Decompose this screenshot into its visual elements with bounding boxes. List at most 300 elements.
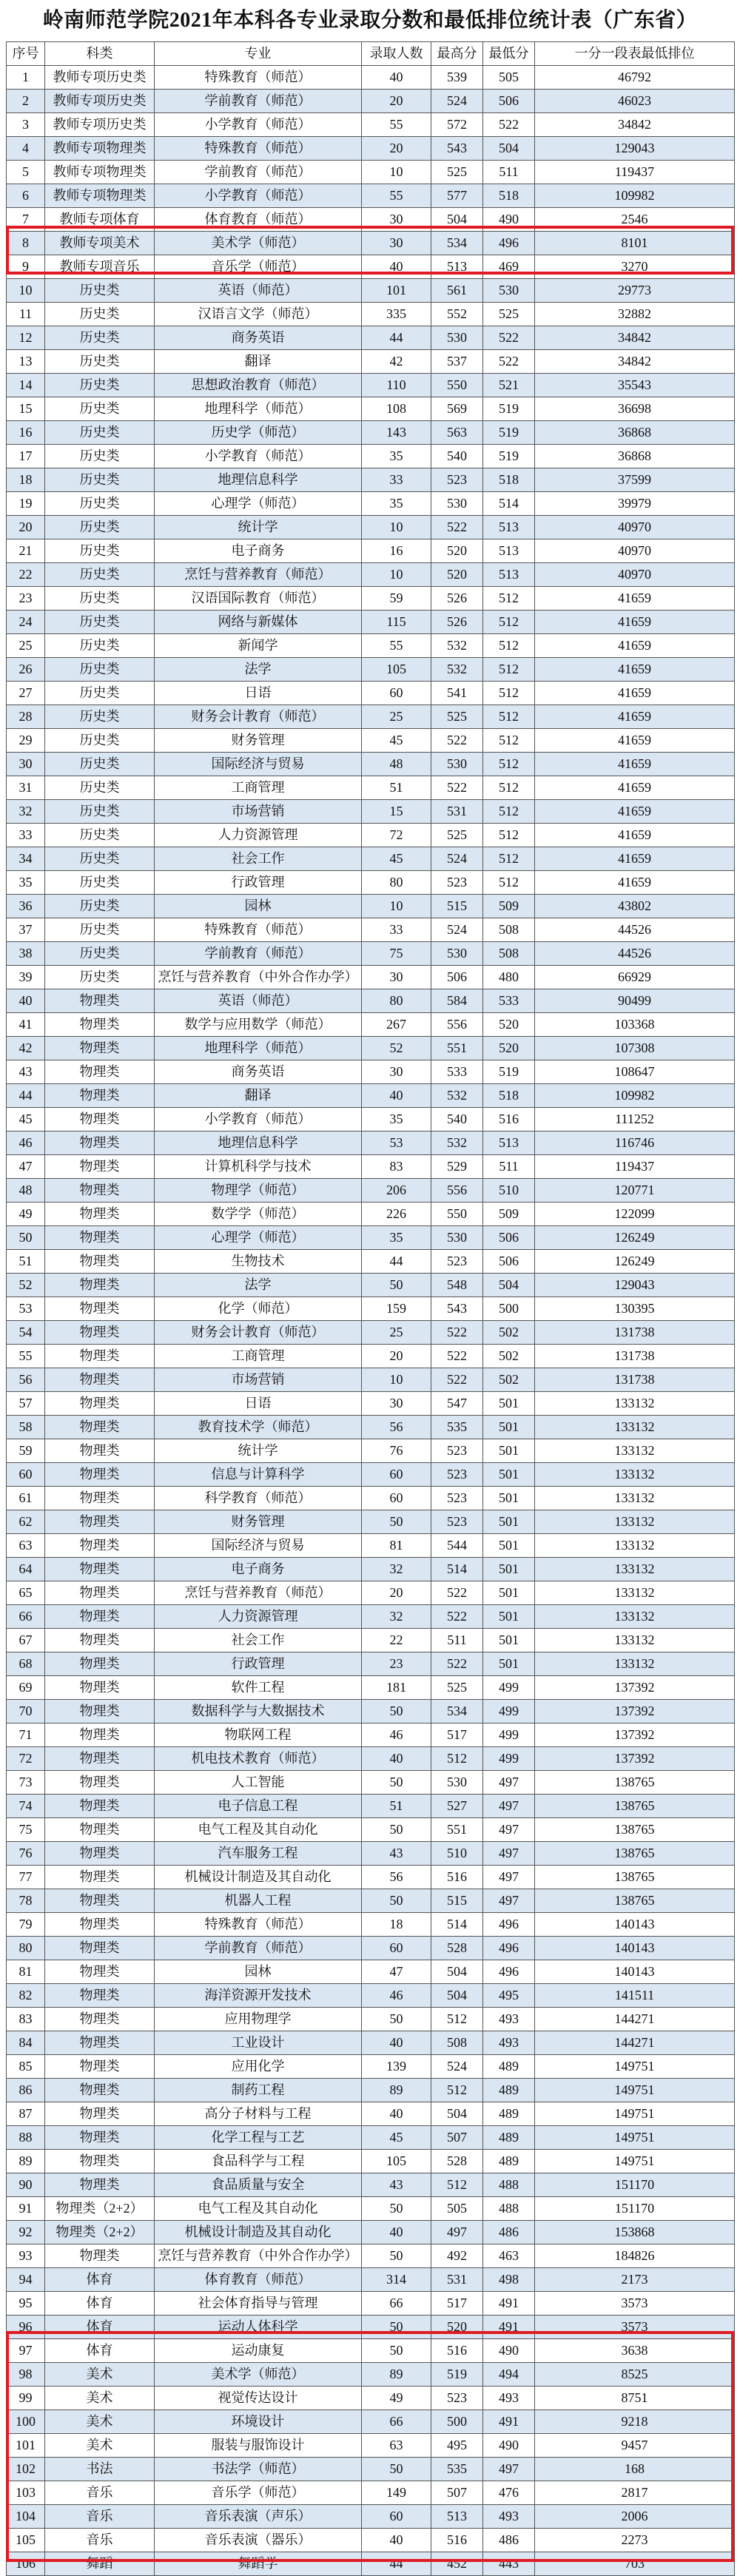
cell-min-score: 501: [483, 1581, 535, 1605]
cell-admitted: 40: [362, 66, 431, 90]
cell-admitted: 50: [362, 2458, 431, 2481]
cell-max-score: 522: [431, 516, 483, 539]
cell-category: 历史类: [45, 492, 155, 516]
cell-min-rank: 2006: [535, 2505, 735, 2529]
cell-admitted: 35: [362, 492, 431, 516]
cell-min-score: 501: [483, 1439, 535, 1463]
cell-min-score: 505: [483, 66, 535, 90]
header-admitted: 录取人数: [362, 42, 431, 66]
cell-category: 历史类: [45, 468, 155, 492]
cell-min-score: 497: [483, 1866, 535, 1889]
cell-major: 历史学（师范）: [155, 421, 362, 445]
cell-admitted: 45: [362, 2126, 431, 2150]
cell-index: 97: [7, 2339, 45, 2363]
cell-major: 社会体育指导与管理: [155, 2292, 362, 2316]
cell-min-rank: 140143: [535, 1960, 735, 1984]
header-min-score: 最低分: [483, 42, 535, 66]
cell-min-score: 513: [483, 539, 535, 563]
cell-major: 法学: [155, 658, 362, 682]
cell-major: 网络与新媒体: [155, 611, 362, 634]
cell-index: 17: [7, 445, 45, 468]
cell-max-score: 520: [431, 563, 483, 587]
table-row: [7, 374, 735, 397]
cell-min-rank: 39979: [535, 492, 735, 516]
table-row: [7, 1558, 735, 1581]
cell-admitted: 50: [362, 2339, 431, 2363]
cell-min-rank: 3638: [535, 2339, 735, 2363]
cell-max-score: 508: [431, 2031, 483, 2055]
cell-major: 工业设计: [155, 2031, 362, 2055]
cell-category: 物理类: [45, 1108, 155, 1131]
cell-admitted: 25: [362, 705, 431, 729]
table-row: [7, 2505, 735, 2529]
cell-min-score: 486: [483, 2529, 535, 2552]
cell-max-score: 512: [431, 2173, 483, 2197]
cell-min-rank: 2173: [535, 2268, 735, 2292]
cell-major: 机电技术教育（师范）: [155, 1747, 362, 1771]
table-row: [7, 871, 735, 895]
cell-index: 58: [7, 1416, 45, 1439]
cell-min-score: 489: [483, 2079, 535, 2102]
cell-index: 83: [7, 2008, 45, 2031]
cell-major: 国际经济与贸易: [155, 1534, 362, 1558]
cell-min-rank: 8525: [535, 2363, 735, 2387]
cell-max-score: 504: [431, 2102, 483, 2126]
cell-min-score: 512: [483, 847, 535, 871]
cell-category: 物理类: [45, 1463, 155, 1487]
cell-major: 财务会计教育（师范）: [155, 1321, 362, 1345]
cell-category: 物理类（2+2）: [45, 2197, 155, 2221]
cell-min-score: 491: [483, 2292, 535, 2316]
cell-admitted: 30: [362, 1060, 431, 1084]
cell-min-score: 491: [483, 2410, 535, 2434]
cell-max-score: 525: [431, 161, 483, 184]
table-row: [7, 1534, 735, 1558]
cell-min-score: 506: [483, 90, 535, 113]
cell-max-score: 535: [431, 1416, 483, 1439]
cell-category: 教师专项物理类: [45, 161, 155, 184]
cell-min-score: 493: [483, 2505, 535, 2529]
cell-min-score: 476: [483, 2481, 535, 2505]
cell-min-rank: 140143: [535, 1937, 735, 1960]
cell-min-rank: 46792: [535, 66, 735, 90]
cell-max-score: 513: [431, 2505, 483, 2529]
cell-major: 小学教育（师范）: [155, 184, 362, 208]
cell-category: 物理类: [45, 1060, 155, 1084]
cell-category: 物理类: [45, 2031, 155, 2055]
cell-index: 93: [7, 2244, 45, 2268]
cell-category: 体育: [45, 2339, 155, 2363]
cell-admitted: 105: [362, 2150, 431, 2173]
cell-major: 统计学: [155, 516, 362, 539]
table-row: [7, 397, 735, 421]
cell-min-rank: 3573: [535, 2292, 735, 2316]
cell-category: 物理类: [45, 1013, 155, 1037]
cell-index: 74: [7, 1795, 45, 1818]
cell-min-score: 512: [483, 705, 535, 729]
table-row: [7, 1345, 735, 1368]
cell-index: 11: [7, 303, 45, 326]
cell-max-score: 547: [431, 1392, 483, 1416]
cell-max-score: 563: [431, 421, 483, 445]
cell-max-score: 551: [431, 1037, 483, 1060]
cell-index: 48: [7, 1179, 45, 1203]
cell-category: 历史类: [45, 516, 155, 539]
cell-min-rank: 129043: [535, 137, 735, 161]
cell-index: 16: [7, 421, 45, 445]
cell-min-rank: 138765: [535, 1771, 735, 1795]
cell-max-score: 532: [431, 658, 483, 682]
cell-min-rank: 116746: [535, 1131, 735, 1155]
cell-category: 美术: [45, 2410, 155, 2434]
cell-index: 24: [7, 611, 45, 634]
cell-admitted: 10: [362, 563, 431, 587]
table-row: [7, 1321, 735, 1345]
cell-admitted: 44: [362, 1250, 431, 1274]
cell-major: 烹饪与营养教育（师范）: [155, 563, 362, 587]
cell-min-rank: 168: [535, 2458, 735, 2481]
table-row: [7, 2434, 735, 2458]
cell-max-score: 530: [431, 1771, 483, 1795]
cell-min-rank: 41659: [535, 824, 735, 847]
cell-major: 数学学（师范）: [155, 1203, 362, 1226]
cell-admitted: 32: [362, 1605, 431, 1629]
cell-index: 51: [7, 1250, 45, 1274]
table-row: [7, 2126, 735, 2150]
cell-min-score: 509: [483, 1203, 535, 1226]
cell-min-rank: 41659: [535, 611, 735, 634]
cell-category: 美术: [45, 2387, 155, 2410]
cell-admitted: 89: [362, 2363, 431, 2387]
table-row: [7, 255, 735, 279]
cell-category: 物理类: [45, 989, 155, 1013]
cell-index: 65: [7, 1581, 45, 1605]
cell-major: 地理信息科学: [155, 468, 362, 492]
table-header-row: [7, 42, 735, 66]
cell-admitted: 30: [362, 1392, 431, 1416]
cell-major: 社会工作: [155, 847, 362, 871]
cell-category: 物理类: [45, 1558, 155, 1581]
cell-category: 教师专项音乐: [45, 255, 155, 279]
cell-index: 104: [7, 2505, 45, 2529]
cell-category: 物理类: [45, 2244, 155, 2268]
cell-admitted: 30: [362, 966, 431, 989]
table-row: [7, 1416, 735, 1439]
cell-index: 52: [7, 1274, 45, 1297]
cell-min-rank: 138765: [535, 1866, 735, 1889]
cell-max-score: 530: [431, 1226, 483, 1250]
cell-category: 物理类: [45, 1700, 155, 1724]
cell-admitted: 143: [362, 421, 431, 445]
cell-max-score: 548: [431, 1274, 483, 1297]
cell-category: 物理类: [45, 1937, 155, 1960]
cell-max-score: 552: [431, 303, 483, 326]
cell-major: 特殊教育（师范）: [155, 66, 362, 90]
table-row: [7, 303, 735, 326]
cell-major: 电气工程及其自动化: [155, 2197, 362, 2221]
cell-category: 历史类: [45, 776, 155, 800]
cell-max-score: 519: [431, 2363, 483, 2387]
cell-max-score: 530: [431, 326, 483, 350]
cell-index: 87: [7, 2102, 45, 2126]
table-row: [7, 1842, 735, 1866]
cell-index: 79: [7, 1913, 45, 1937]
table-row: [7, 1226, 735, 1250]
table-row: [7, 1913, 735, 1937]
cell-admitted: 20: [362, 1581, 431, 1605]
cell-admitted: 47: [362, 1960, 431, 1984]
cell-category: 历史类: [45, 800, 155, 824]
cell-min-rank: 137392: [535, 1747, 735, 1771]
cell-min-rank: 144271: [535, 2031, 735, 2055]
cell-major: 烹饪与营养教育（师范）: [155, 1581, 362, 1605]
table-row: [7, 350, 735, 374]
table-row: [7, 1060, 735, 1084]
cell-index: 35: [7, 871, 45, 895]
cell-admitted: 48: [362, 753, 431, 776]
cell-min-score: 496: [483, 232, 535, 255]
table-row: [7, 824, 735, 847]
table-row: [7, 539, 735, 563]
cell-max-score: 507: [431, 2126, 483, 2150]
cell-min-score: 502: [483, 1345, 535, 1368]
cell-min-rank: 149751: [535, 2079, 735, 2102]
cell-max-score: 534: [431, 1700, 483, 1724]
cell-major: 学前教育（师范）: [155, 942, 362, 966]
cell-min-rank: 66929: [535, 966, 735, 989]
cell-major: 体育教育（师范）: [155, 2268, 362, 2292]
cell-index: 25: [7, 634, 45, 658]
cell-max-score: 523: [431, 871, 483, 895]
table-row: [7, 895, 735, 918]
cell-major: 音乐表演（器乐）: [155, 2529, 362, 2552]
cell-category: 历史类: [45, 397, 155, 421]
cell-admitted: 10: [362, 161, 431, 184]
cell-max-score: 532: [431, 634, 483, 658]
cell-index: 47: [7, 1155, 45, 1179]
cell-category: 物理类: [45, 1771, 155, 1795]
cell-category: 物理类: [45, 2079, 155, 2102]
cell-admitted: 40: [362, 1084, 431, 1108]
cell-category: 历史类: [45, 634, 155, 658]
cell-major: 生物技术: [155, 1250, 362, 1274]
cell-admitted: 56: [362, 1866, 431, 1889]
cell-admitted: 314: [362, 2268, 431, 2292]
cell-index: 75: [7, 1818, 45, 1842]
cell-min-score: 520: [483, 1013, 535, 1037]
cell-category: 物理类: [45, 1487, 155, 1510]
cell-min-score: 489: [483, 2126, 535, 2150]
cell-index: 27: [7, 682, 45, 705]
cell-category: 物理类: [45, 1724, 155, 1747]
cell-major: 烹饪与营养教育（中外合作办学）: [155, 2244, 362, 2268]
cell-major: 特殊教育（师范）: [155, 1913, 362, 1937]
cell-major: 学前教育（师范）: [155, 90, 362, 113]
cell-index: 88: [7, 2126, 45, 2150]
cell-max-score: 497: [431, 2221, 483, 2244]
cell-admitted: 50: [362, 1889, 431, 1913]
cell-major: 财务管理: [155, 729, 362, 753]
cell-admitted: 43: [362, 2173, 431, 2197]
cell-min-rank: 41659: [535, 658, 735, 682]
table-row: [7, 468, 735, 492]
cell-index: 22: [7, 563, 45, 587]
cell-admitted: 50: [362, 2197, 431, 2221]
cell-admitted: 89: [362, 2079, 431, 2102]
cell-min-score: 501: [483, 1510, 535, 1534]
cell-min-rank: 2817: [535, 2481, 735, 2505]
cell-index: 41: [7, 1013, 45, 1037]
cell-index: 86: [7, 2079, 45, 2102]
cell-min-score: 489: [483, 2150, 535, 2173]
cell-major: 电子商务: [155, 1558, 362, 1581]
cell-admitted: 53: [362, 1131, 431, 1155]
cell-major: 音乐学（师范）: [155, 255, 362, 279]
cell-category: 物理类: [45, 1392, 155, 1416]
cell-admitted: 50: [362, 2008, 431, 2031]
cell-admitted: 75: [362, 942, 431, 966]
cell-min-rank: 34842: [535, 350, 735, 374]
cell-max-score: 572: [431, 113, 483, 137]
cell-category: 历史类: [45, 611, 155, 634]
cell-max-score: 523: [431, 1463, 483, 1487]
cell-major: 思想政治教育（师范）: [155, 374, 362, 397]
table-row: [7, 1037, 735, 1060]
table-row: [7, 1771, 735, 1795]
cell-index: 102: [7, 2458, 45, 2481]
cell-min-score: 512: [483, 824, 535, 847]
cell-category: 物理类（2+2）: [45, 2221, 155, 2244]
cell-index: 1: [7, 66, 45, 90]
cell-min-rank: 44526: [535, 942, 735, 966]
cell-category: 历史类: [45, 705, 155, 729]
cell-max-score: 524: [431, 918, 483, 942]
cell-major: 运动康复: [155, 2339, 362, 2363]
cell-min-rank: 44526: [535, 918, 735, 942]
cell-major: 工商管理: [155, 776, 362, 800]
cell-min-score: 443: [483, 2552, 535, 2576]
cell-max-score: 550: [431, 374, 483, 397]
cell-index: 99: [7, 2387, 45, 2410]
cell-min-score: 493: [483, 2387, 535, 2410]
cell-min-rank: 8101: [535, 232, 735, 255]
cell-max-score: 522: [431, 1368, 483, 1392]
table-row: [7, 942, 735, 966]
page-title: 岭南师范学院2021年本科各专业录取分数和最低排位统计表（广东省）: [42, 9, 698, 32]
cell-max-score: 512: [431, 1747, 483, 1771]
cell-admitted: 20: [362, 1345, 431, 1368]
cell-min-rank: 41659: [535, 634, 735, 658]
table-row: [7, 1984, 735, 2008]
table-row: [7, 563, 735, 587]
cell-admitted: 181: [362, 1676, 431, 1700]
cell-max-score: 511: [431, 1629, 483, 1652]
cell-admitted: 50: [362, 1700, 431, 1724]
table-row: [7, 1510, 735, 1534]
cell-admitted: 45: [362, 729, 431, 753]
cell-admitted: 55: [362, 113, 431, 137]
cell-major: 财务管理: [155, 1510, 362, 1534]
cell-max-score: 523: [431, 2387, 483, 2410]
cell-index: 105: [7, 2529, 45, 2552]
cell-category: 体育: [45, 2292, 155, 2316]
cell-index: 8: [7, 232, 45, 255]
cell-admitted: 40: [362, 2102, 431, 2126]
cell-max-score: 452: [431, 2552, 483, 2576]
cell-max-score: 525: [431, 1676, 483, 1700]
cell-max-score: 523: [431, 1510, 483, 1534]
cell-max-score: 510: [431, 1842, 483, 1866]
cell-admitted: 46: [362, 1724, 431, 1747]
cell-category: 物理类: [45, 1345, 155, 1368]
cell-major: 学前教育（师范）: [155, 1937, 362, 1960]
cell-category: 物理类: [45, 1203, 155, 1226]
cell-min-rank: 137392: [535, 1724, 735, 1747]
cell-max-score: 530: [431, 942, 483, 966]
cell-max-score: 522: [431, 1605, 483, 1629]
cell-max-score: 515: [431, 895, 483, 918]
cell-index: 101: [7, 2434, 45, 2458]
cell-category: 美术: [45, 2434, 155, 2458]
cell-min-score: 512: [483, 682, 535, 705]
table-row: [7, 2316, 735, 2339]
cell-min-score: 520: [483, 1037, 535, 1060]
cell-index: 90: [7, 2173, 45, 2197]
table-row: [7, 1866, 735, 1889]
cell-admitted: 15: [362, 800, 431, 824]
cell-max-score: 522: [431, 1581, 483, 1605]
cell-min-score: 513: [483, 563, 535, 587]
cell-index: 67: [7, 1629, 45, 1652]
cell-category: 教师专项体育: [45, 208, 155, 232]
cell-min-score: 508: [483, 918, 535, 942]
cell-max-score: 584: [431, 989, 483, 1013]
table-row: [7, 2268, 735, 2292]
cell-max-score: 516: [431, 2339, 483, 2363]
cell-major: 服装与服饰设计: [155, 2434, 362, 2458]
cell-min-rank: 119437: [535, 1155, 735, 1179]
cell-category: 体育: [45, 2316, 155, 2339]
cell-admitted: 60: [362, 1487, 431, 1510]
cell-min-rank: 2273: [535, 2529, 735, 2552]
cell-category: 物理类: [45, 1795, 155, 1818]
cell-major: 机器人工程: [155, 1889, 362, 1913]
cell-admitted: 60: [362, 682, 431, 705]
cell-min-score: 518: [483, 184, 535, 208]
cell-min-score: 496: [483, 1960, 535, 1984]
cell-index: 39: [7, 966, 45, 989]
cell-admitted: 51: [362, 776, 431, 800]
cell-category: 历史类: [45, 918, 155, 942]
cell-min-score: 511: [483, 1155, 535, 1179]
cell-major: 体育教育（师范）: [155, 208, 362, 232]
cell-index: 18: [7, 468, 45, 492]
cell-min-score: 499: [483, 1700, 535, 1724]
cell-index: 95: [7, 2292, 45, 2316]
cell-min-rank: 133132: [535, 1463, 735, 1487]
cell-min-score: 486: [483, 2221, 535, 2244]
cell-index: 40: [7, 989, 45, 1013]
cell-admitted: 206: [362, 1179, 431, 1203]
cell-index: 23: [7, 587, 45, 611]
table-row: [7, 326, 735, 350]
cell-category: 物理类: [45, 1629, 155, 1652]
cell-min-score: 512: [483, 634, 535, 658]
cell-category: 教师专项物理类: [45, 137, 155, 161]
table-row: [7, 1724, 735, 1747]
table-row: [7, 966, 735, 989]
cell-max-score: 524: [431, 90, 483, 113]
